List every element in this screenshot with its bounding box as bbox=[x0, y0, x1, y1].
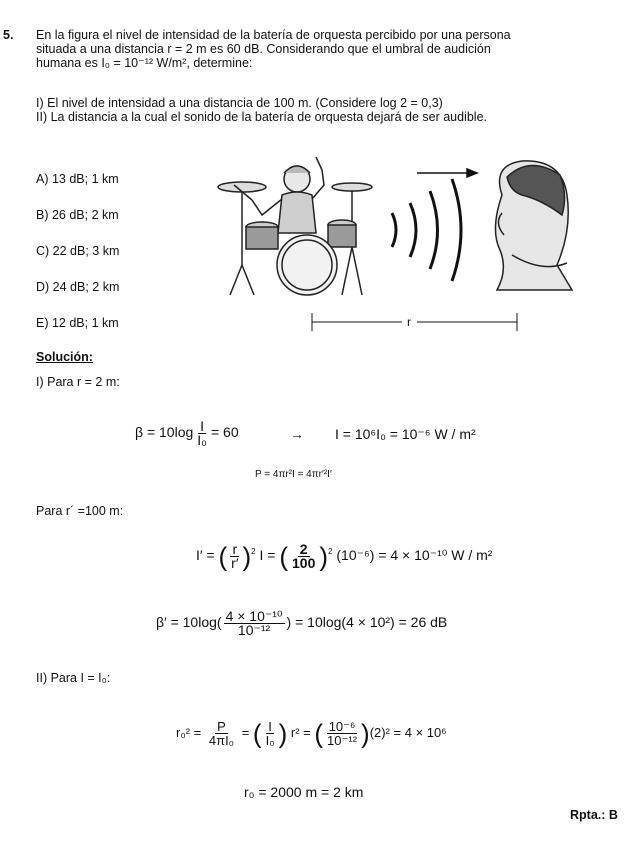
equation-r0-result: r₀ = 2000 m = 2 km bbox=[244, 784, 364, 800]
equation-r0-squared: r₀² = $\frac{P}{\text{4πI₀}}$ = ( $\frac{I}{\text{I₀}}$ ) r² = ( $\frac{\text{10⁻⁶}}{\text{10⁻¹²}}$ )(2)² = 4 × 10⁶ bbox=[176, 718, 447, 749]
problem-line-2: situada a una distancia r = 2 m es 60 dB. Considerando que el umbral de audición bbox=[36, 42, 491, 56]
drummer-and-listener-figure bbox=[212, 155, 592, 340]
equation-beta: β = 10log $\frac{I}{\text{I₀}}$ = 60 bbox=[135, 418, 239, 448]
question-item-2: II) La distancia a la cual el sonido de la batería de orquesta dejará de ser audible. bbox=[36, 110, 487, 124]
solution-part-2: Para r´ =100 m: bbox=[36, 504, 124, 518]
problem-number: 5. bbox=[3, 28, 14, 42]
option-e: E) 12 dB; 1 km bbox=[36, 316, 119, 330]
solution-part-3: II) Para I = I₀: bbox=[36, 671, 111, 685]
implies-arrow: → bbox=[290, 426, 304, 442]
option-d: D) 24 dB; 2 km bbox=[36, 280, 120, 294]
option-c: C) 22 dB; 3 km bbox=[36, 244, 120, 258]
sound-waves bbox=[392, 179, 461, 281]
equation-power: P = 4πr²I = 4πr′²I′ bbox=[255, 469, 332, 480]
question-item-1: I) El nivel de intensidad a una distancia de 100 m. (Considere log 2 = 0,3) bbox=[36, 96, 443, 110]
option-a: A) 13 dB; 1 km bbox=[36, 172, 119, 186]
option-b: B) 26 dB; 2 km bbox=[36, 208, 119, 222]
answer-label: Rpta.: B bbox=[570, 808, 618, 822]
distance-marker bbox=[312, 313, 517, 331]
equation-intensity-prime: I′ = ( $\frac{r}{r'}$ )$^2$ I = ( $\frac{2}{100}$ )$^2$ (10⁻⁶) = 4 × 10⁻¹⁰ W / m² bbox=[196, 541, 493, 572]
distance-label: r bbox=[407, 315, 411, 329]
equation-beta-prime: β′ = 10log( $\frac{\text{4 × 10⁻¹⁰}}{\text{10⁻¹²}}$ ) = 10log(4 × 10²) = 26 dB bbox=[156, 608, 448, 638]
equation-intensity: I = 10⁶I₀ = 10⁻⁶ W / m² bbox=[335, 426, 476, 442]
direction-arrow bbox=[417, 169, 477, 177]
solution-part-1: I) Para r = 2 m: bbox=[36, 375, 120, 389]
drummer-illustration bbox=[218, 157, 372, 295]
solution-heading: Solución: bbox=[36, 350, 93, 364]
problem-line-3: humana es I₀ = 10⁻¹² W/m², determine: bbox=[36, 56, 253, 70]
listener-illustration bbox=[495, 161, 572, 290]
problem-line-1: En la figura el nivel de intensidad de la batería de orquesta percibido por una persona bbox=[36, 28, 511, 42]
